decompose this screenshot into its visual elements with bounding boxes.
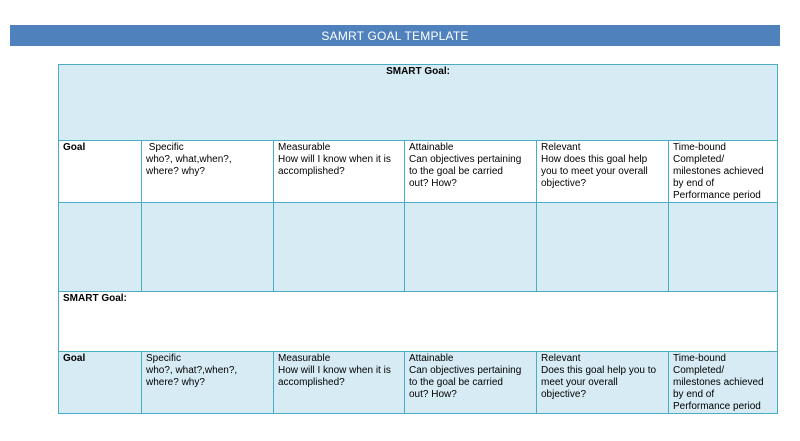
header-relevant-line: you to meet your overall <box>541 166 648 177</box>
header-relevant-1[interactable] <box>537 141 669 203</box>
header-time-bound-line: Performance period <box>673 190 761 201</box>
header-time-bound-title: Time-bound <box>673 142 726 153</box>
header-measurable-line: accomplished? <box>278 166 345 177</box>
header-time-bound-line: milestones achieved <box>673 377 764 388</box>
entry-row-1 <box>59 203 778 292</box>
header-relevant-line: How does this goal help <box>541 154 648 165</box>
header-relevant-line: objective? <box>541 178 587 189</box>
smart-goal-heading-row-2 <box>59 292 778 352</box>
header-time-bound-2[interactable] <box>669 352 778 414</box>
criteria-header-row-1 <box>59 141 778 203</box>
header-relevant-title: Relevant <box>541 353 581 364</box>
entry-measurable-cell[interactable] <box>274 203 405 292</box>
header-attainable-line: out? How? <box>409 389 457 400</box>
header-relevant-line: meet your overall <box>541 377 618 388</box>
header-relevant-2[interactable] <box>537 352 669 414</box>
header-attainable-line: Can objectives pertaining <box>409 365 522 376</box>
smart-goal-heading-cell-2[interactable] <box>59 292 778 352</box>
header-attainable-2[interactable] <box>405 352 537 414</box>
header-goal-title: Goal <box>63 353 86 364</box>
header-measurable-2[interactable] <box>274 352 405 414</box>
header-attainable-line: to the goal be carried <box>409 377 503 388</box>
smart-goal-heading-cell-1[interactable] <box>59 65 778 141</box>
header-goal-1[interactable] <box>59 141 142 203</box>
template-title-banner <box>10 25 780 46</box>
header-time-bound-line: milestones achieved <box>673 166 764 177</box>
criteria-header-row-2 <box>59 352 778 414</box>
smart-goal-table <box>58 64 778 414</box>
header-time-bound-line: Performance period <box>673 401 761 412</box>
header-measurable-1[interactable] <box>274 141 405 203</box>
header-time-bound-line: by end of <box>673 178 715 189</box>
header-attainable-title: Attainable <box>409 353 454 364</box>
header-measurable-line: accomplished? <box>278 377 345 388</box>
entry-goal-cell[interactable] <box>59 203 142 292</box>
header-measurable-line: How will I know when it is <box>278 154 391 165</box>
header-time-bound-line: by end of <box>673 389 715 400</box>
header-time-bound-1[interactable] <box>669 141 778 203</box>
header-goal-2[interactable] <box>59 352 142 414</box>
smart-goal-label-1: SMART Goal: <box>386 66 450 77</box>
header-specific-2[interactable] <box>142 352 274 414</box>
header-time-bound-line: Completed/ <box>673 365 725 376</box>
header-specific-title: Specific <box>146 353 182 364</box>
header-time-bound-title: Time-bound <box>673 353 726 364</box>
header-specific-line: who?, what,when?, <box>146 154 232 165</box>
header-attainable-line: Can objectives pertaining <box>409 154 522 165</box>
template-title: SAMRT GOAL TEMPLATE <box>321 28 469 43</box>
header-measurable-title: Measurable <box>278 142 331 153</box>
entry-attainable-cell[interactable] <box>405 203 537 292</box>
entry-relevant-cell[interactable] <box>537 203 669 292</box>
header-specific-line: who?, what?,when?, <box>146 365 238 376</box>
entry-time-bound-cell[interactable] <box>669 203 778 292</box>
header-specific-1[interactable] <box>142 141 274 203</box>
header-attainable-line: out? How? <box>409 178 457 189</box>
smart-goal-heading-row-1 <box>59 65 778 141</box>
header-specific-line: where? why? <box>146 377 205 388</box>
header-specific-line: where? why? <box>146 166 205 177</box>
header-measurable-title: Measurable <box>278 353 331 364</box>
header-time-bound-line: Completed/ <box>673 154 725 165</box>
entry-specific-cell[interactable] <box>142 203 274 292</box>
header-specific-title: Specific <box>146 142 184 153</box>
header-relevant-title: Relevant <box>541 142 581 153</box>
header-goal-title: Goal <box>63 142 86 153</box>
smart-goal-label-2: SMART Goal: <box>63 293 127 304</box>
header-measurable-line: How will I know when it is <box>278 365 391 376</box>
header-attainable-title: Attainable <box>409 142 454 153</box>
header-attainable-line: to the goal be carried <box>409 166 503 177</box>
header-relevant-line: Does this goal help you to <box>541 365 657 376</box>
header-relevant-line: objective? <box>541 389 587 400</box>
header-attainable-1[interactable] <box>405 141 537 203</box>
